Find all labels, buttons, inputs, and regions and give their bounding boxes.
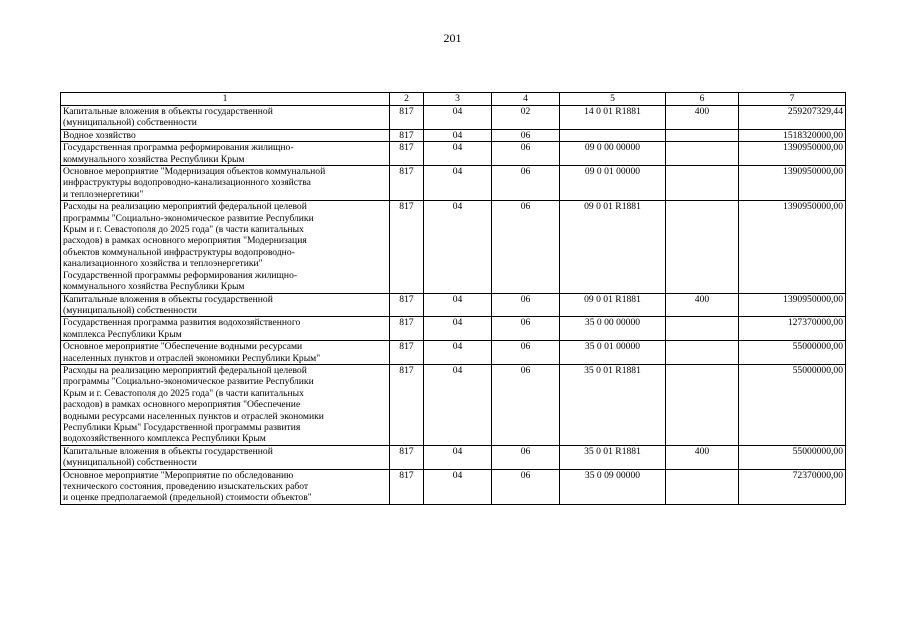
row-name: Капитальные вложения в объекты государственной (муниципальной) собственности [61,106,390,130]
row-expense-type [666,341,739,365]
row-name: Расходы на реализацию мероприятий федеральной целевой программы "Социально-экономическое развитие Республики Крым и г. Севастополя до 2025 года" (в части капитальных расходов) в рамках основного мероприятия "Обеспечение водными ресурсами населенных пунктов и отраслей экономики Республики Крым" Государственной программы развития водохозяйственного комплекса Республики Крым [61,364,390,445]
row-expense-type: 400 [666,293,739,317]
table-row [61,445,846,469]
row-expense-type [666,129,739,141]
row-amount: 55000000,00 [739,364,846,445]
row-name: Расходы на реализацию мероприятий федеральной целевой программы "Социально-экономическое развитие Республики Крым и г. Севастополя до 2025 года" (в части капитальных расходов) в рамках основного мероприятия "Модернизация объектов коммунальной инфраструктуры водопроводно- канализационного хозяйства и теплоэнергетики" Государственной программы реформирования жилищно- коммунального хозяйства Республики Крым [61,201,390,293]
header-row [61,93,846,106]
row-section-code: 04 [424,166,492,201]
table-row [61,293,846,317]
row-expense-type: 400 [666,445,739,469]
header-col-3: 3 [424,93,492,106]
table-row [61,469,846,504]
row-amount: 1390950000,00 [739,201,846,293]
row-subsection-code: 06 [492,469,560,504]
row-section-code: 04 [424,129,492,141]
row-ministry-code: 817 [390,201,424,293]
table-row [61,166,846,201]
row-section-code: 04 [424,469,492,504]
row-subsection-code: 06 [492,445,560,469]
row-expense-type [666,364,739,445]
row-ministry-code: 817 [390,166,424,201]
row-target-article: 09 0 01 R1881 [560,201,666,293]
header-col-5: 5 [560,93,666,106]
row-amount: 1518320000,00 [739,129,846,141]
row-expense-type [666,142,739,166]
row-subsection-code: 06 [492,364,560,445]
row-target-article: 35 0 09 00000 [560,469,666,504]
table-row [61,106,846,130]
row-name: Государственная программа развития водохозяйственного комплекса Республики Крым [61,317,390,341]
row-section-code: 04 [424,201,492,293]
row-section-code: 04 [424,364,492,445]
row-name: Капитальные вложения в объекты государственной (муниципальной) собственности [61,445,390,469]
row-section-code: 04 [424,293,492,317]
table-row [61,201,846,293]
row-section-code: 04 [424,106,492,130]
header-col-4: 4 [492,93,560,106]
row-amount: 55000000,00 [739,341,846,365]
row-section-code: 04 [424,445,492,469]
row-expense-type [666,166,739,201]
row-name: Основное мероприятие "Обеспечение водными ресурсами населенных пунктов и отраслей экономики Республики Крым" [61,341,390,365]
row-amount: 1390950000,00 [739,166,846,201]
row-subsection-code: 06 [492,317,560,341]
row-amount: 1390950000,00 [739,142,846,166]
header-col-7: 7 [739,93,846,106]
row-subsection-code: 06 [492,142,560,166]
table-row [61,364,846,445]
row-ministry-code: 817 [390,129,424,141]
row-ministry-code: 817 [390,293,424,317]
row-name: Капитальные вложения в объекты государственной (муниципальной) собственности [61,293,390,317]
row-amount: 72370000,00 [739,469,846,504]
row-ministry-code: 817 [390,317,424,341]
row-amount: 55000000,00 [739,445,846,469]
row-expense-type [666,317,739,341]
row-ministry-code: 817 [390,364,424,445]
budget-table [60,92,846,505]
row-subsection-code: 06 [492,129,560,141]
row-subsection-code: 06 [492,341,560,365]
row-ministry-code: 817 [390,142,424,166]
row-ministry-code: 817 [390,106,424,130]
row-ministry-code: 817 [390,341,424,365]
row-subsection-code: 06 [492,293,560,317]
row-amount: 1390950000,00 [739,293,846,317]
row-target-article: 09 0 00 00000 [560,142,666,166]
row-expense-type [666,201,739,293]
row-target-article: 35 0 01 R1881 [560,445,666,469]
row-name: Основное мероприятие "Модернизация объектов коммунальной инфраструктуры водопроводно-канализационного хозяйства и теплоэнергетики" [61,166,390,201]
header-col-6: 6 [666,93,739,106]
row-target-article [560,129,666,141]
row-section-code: 04 [424,317,492,341]
row-target-article: 14 0 01 R1881 [560,106,666,130]
row-subsection-code: 02 [492,106,560,130]
table-row [61,341,846,365]
header-col-1: 1 [61,93,390,106]
row-target-article: 09 0 01 R1881 [560,293,666,317]
row-name: Государственная программа реформирования жилищно- коммунального хозяйства Республики Крым [61,142,390,166]
row-target-article: 09 0 01 00000 [560,166,666,201]
row-target-article: 35 0 00 00000 [560,317,666,341]
table-row [61,142,846,166]
row-ministry-code: 817 [390,445,424,469]
row-subsection-code: 06 [492,166,560,201]
row-name: Основное мероприятие "Мероприятие по обследованию технического состояния, проведению изыскательских работ и оценке предполагаемой (предельной) стоимости объектов" [61,469,390,504]
header-col-2: 2 [390,93,424,106]
table-row [61,317,846,341]
table-row [61,129,846,141]
row-amount: 127370000,00 [739,317,846,341]
row-name: Водное хозяйство [61,129,390,141]
page-number: 201 [443,31,462,45]
row-section-code: 04 [424,142,492,166]
row-target-article: 35 0 01 00000 [560,341,666,365]
row-subsection-code: 06 [492,201,560,293]
row-expense-type: 400 [666,106,739,130]
row-ministry-code: 817 [390,469,424,504]
row-amount: 259207329,44 [739,106,846,130]
row-expense-type [666,469,739,504]
row-target-article: 35 0 01 R1881 [560,364,666,445]
row-section-code: 04 [424,341,492,365]
